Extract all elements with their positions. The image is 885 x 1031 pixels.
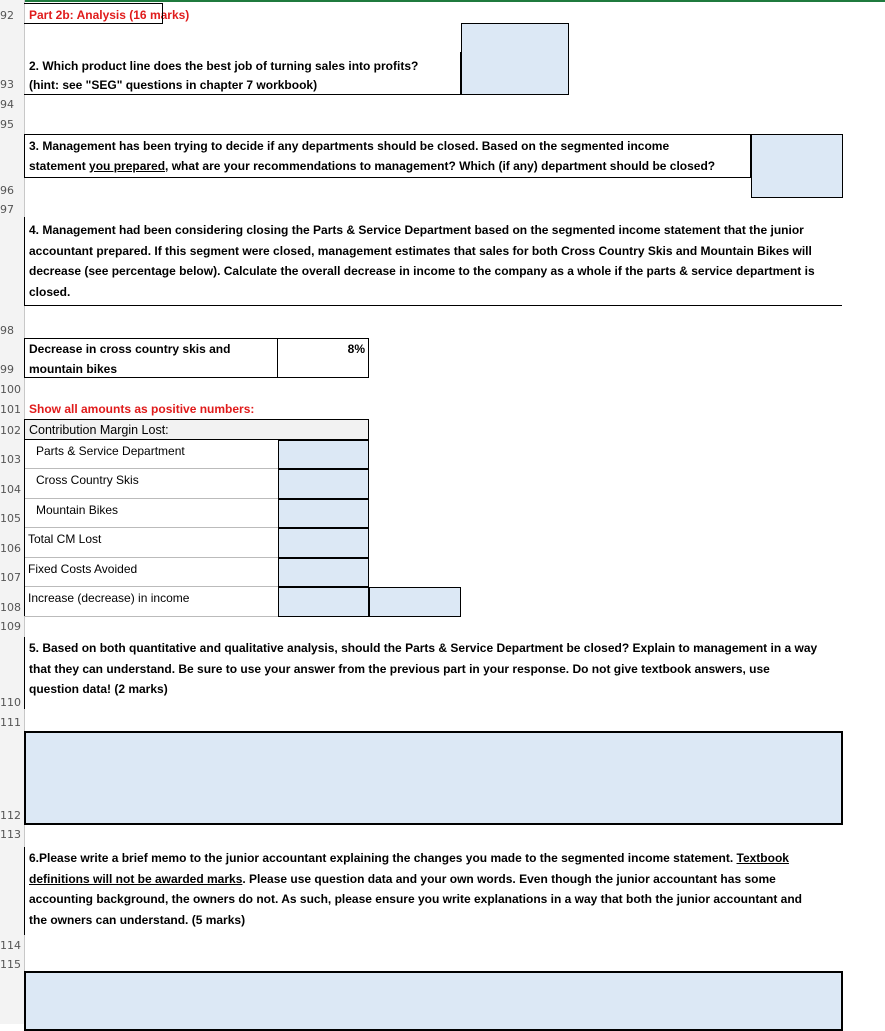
q2-text-line1: 2. Which product line does the best job of turning sales into profits? [29, 59, 419, 73]
q3-answer-cell[interactable] [751, 134, 843, 198]
cm-answer-income-b[interactable] [369, 587, 461, 617]
cm-row-label: Parts & Service Department [36, 444, 185, 458]
q4-text-line: 4. Management had been considering closing the Parts & Service Department based on the segmented income statement that the junior [29, 223, 804, 237]
cm-row-label: Total CM Lost [28, 532, 102, 546]
q6-text-line: the owners can understand. (5 marks) [29, 912, 246, 927]
q6-underlined-text: Textbook [736, 851, 789, 865]
row-number[interactable]: 93 [0, 79, 14, 91]
q5-text-line: that they can understand. Be sure to use your answer from the previous part in your response. Do not give textbook answers, use [29, 661, 770, 676]
row-number[interactable]: 94 [0, 99, 14, 111]
cm-answer-cross-country[interactable] [278, 469, 369, 499]
row-number[interactable]: 97 [0, 204, 14, 216]
row-header-column [0, 0, 25, 1024]
cm-answer-total[interactable] [278, 528, 369, 558]
row-number[interactable]: 113 [0, 829, 21, 841]
row-number[interactable]: 95 [0, 119, 14, 131]
row-number[interactable]: 104 [0, 484, 21, 496]
q5-text-line: 5. Based on both quantitative and qualitative analysis, should the Parts & Service Department be closed? Explain to management in a way [29, 641, 818, 655]
decrease-label-line2: mountain bikes [29, 362, 118, 376]
decrease-value: 8% [347, 342, 365, 356]
q5-text [29, 638, 817, 700]
q6-text [29, 848, 802, 930]
row-number[interactable]: 100 [0, 384, 21, 396]
q2-answer-cell[interactable] [461, 23, 569, 95]
q6-text-part: 6.Please write a brief memo to the junior accountant explaining the changes you made to the segmented income statement. [29, 851, 737, 865]
row-number[interactable]: 110 [0, 697, 21, 709]
q6-text-part: . Please use question data and your own words. Even though the junior accountant has some [242, 871, 776, 886]
q4-text [29, 220, 815, 302]
instruction-text: Show all amounts as positive numbers: [29, 402, 255, 416]
q3-text-part: what are your recommendations to management? Which (if any) department should be closed? [168, 159, 716, 173]
cm-row-label: Cross Country Skis [36, 473, 139, 487]
row-number[interactable]: 92 [0, 10, 14, 22]
row-number[interactable]: 101 [0, 404, 21, 416]
top-border [24, 0, 885, 2]
cm-answer-parts-service[interactable] [278, 440, 369, 469]
q6-text-line: accounting background, the owners do not. As such, please ensure you write explanations in a way that both the junior accountant and [29, 892, 802, 906]
decrease-label-line1: Decrease in cross country skis and [29, 342, 231, 356]
q2-text-line2: (hint: see "SEG" questions in chapter 7 workbook) [29, 78, 318, 92]
cm-answer-income-a[interactable] [278, 587, 369, 617]
cm-row-label: Mountain Bikes [36, 503, 119, 517]
row-number[interactable]: 102 [0, 425, 21, 437]
cm-table-header: Contribution Margin Lost: [29, 423, 169, 437]
q3-text-line2 [29, 156, 715, 176]
q6-text-line [29, 848, 802, 869]
row-number[interactable]: 114 [0, 940, 21, 952]
q3-text-line1: 3. Management has been trying to decide if any departments should be closed. Based on the segmented income [29, 139, 670, 153]
q4-text-line: decrease (see percentage below). Calculate the overall decrease in income to the company as a whole if the parts & service department is [29, 264, 815, 278]
row-number[interactable]: 99 [0, 364, 14, 376]
cm-row-label: Increase (decrease) in income [28, 591, 190, 605]
row-number[interactable]: 108 [0, 602, 21, 614]
q3-underlined-text: you prepared, [89, 159, 169, 173]
q6-text-line [29, 869, 802, 890]
row-number[interactable]: 115 [0, 959, 21, 971]
row-number[interactable]: 107 [0, 572, 21, 584]
q3-text-part: statement [29, 159, 90, 173]
section-heading: Part 2b: Analysis (16 marks) [29, 8, 190, 22]
row-number[interactable]: 105 [0, 513, 21, 525]
row-number[interactable]: 112 [0, 810, 21, 822]
cm-row-label: Fixed Costs Avoided [28, 562, 138, 576]
row-number[interactable]: 103 [0, 454, 21, 466]
cm-answer-mountain-bikes[interactable] [278, 499, 369, 528]
row-number[interactable]: 111 [0, 717, 21, 729]
q5-text-line: question data! (2 marks) [29, 682, 168, 696]
cm-answer-fixed-costs[interactable] [278, 558, 369, 587]
q6-answer-box[interactable] [24, 971, 843, 1031]
row-number[interactable]: 109 [0, 621, 21, 633]
q4-text-line: accountant prepared. If this segment were closed, management estimates that sales for both Cross Country Skis and Mountain Bikes will [29, 243, 812, 258]
row-number[interactable]: 96 [0, 185, 14, 197]
row-number[interactable]: 106 [0, 543, 21, 555]
row-number[interactable]: 98 [0, 325, 14, 337]
q4-text-line: closed. [29, 284, 71, 299]
q6-underlined-text: definitions will not be awarded marks [29, 871, 243, 886]
q5-answer-box[interactable] [24, 731, 843, 825]
heading-cell-border [24, 3, 163, 24]
cm-table-bottom [24, 616, 278, 617]
